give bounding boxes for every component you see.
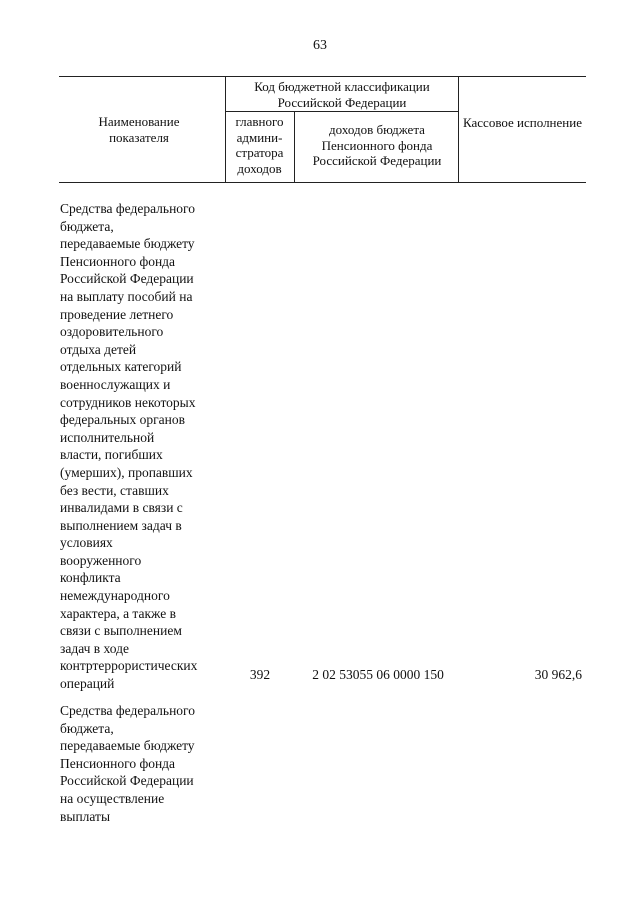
page-number: 63 bbox=[313, 38, 327, 53]
row-1-admin-code: 392 bbox=[249, 667, 271, 682]
row-1-income-code: 2 02 53055 06 0000 150 bbox=[312, 667, 444, 682]
header-bottom-border bbox=[59, 182, 586, 183]
header-admin-col: главного админи-стратора доходов bbox=[235, 114, 284, 176]
table-header bbox=[59, 76, 586, 183]
header-name-col: Наименование показателя bbox=[98, 114, 180, 145]
header-amount-col: Кассовое исполнение bbox=[463, 115, 582, 130]
row-1-name: Средства федерального бюджета, передаваемые бюджету Пенсионного фонда Российской Федерации на выплату пособий на проведение летнего оздоровительного отдыха детей отдельных категорий военнослужащих и сотрудников некоторых федеральных органов исполнительной власти, погибших (умерших), пропавших без вести, ставших инвалидами в связи с выполнением задач в условиях вооруженного конфликта немеждународного характера, а также в связи с выполнением задач в ходе контртеррористических операций bbox=[60, 201, 198, 692]
row-2-name: Средства федерального бюджета, передаваемые бюджету Пенсионного фонда Российской Федерации на осуществление выплаты bbox=[60, 703, 195, 824]
header-subgroup-line bbox=[225, 111, 458, 112]
row-1-amount: 30 962,6 bbox=[534, 667, 582, 682]
header-top-border bbox=[59, 76, 586, 77]
header-income-col: доходов бюджета Пенсионного фонда Российской Федерации bbox=[312, 122, 442, 168]
header-code-group: Код бюджетной классификации Российской Федерации bbox=[254, 79, 430, 110]
header-divider-2 bbox=[294, 111, 295, 183]
